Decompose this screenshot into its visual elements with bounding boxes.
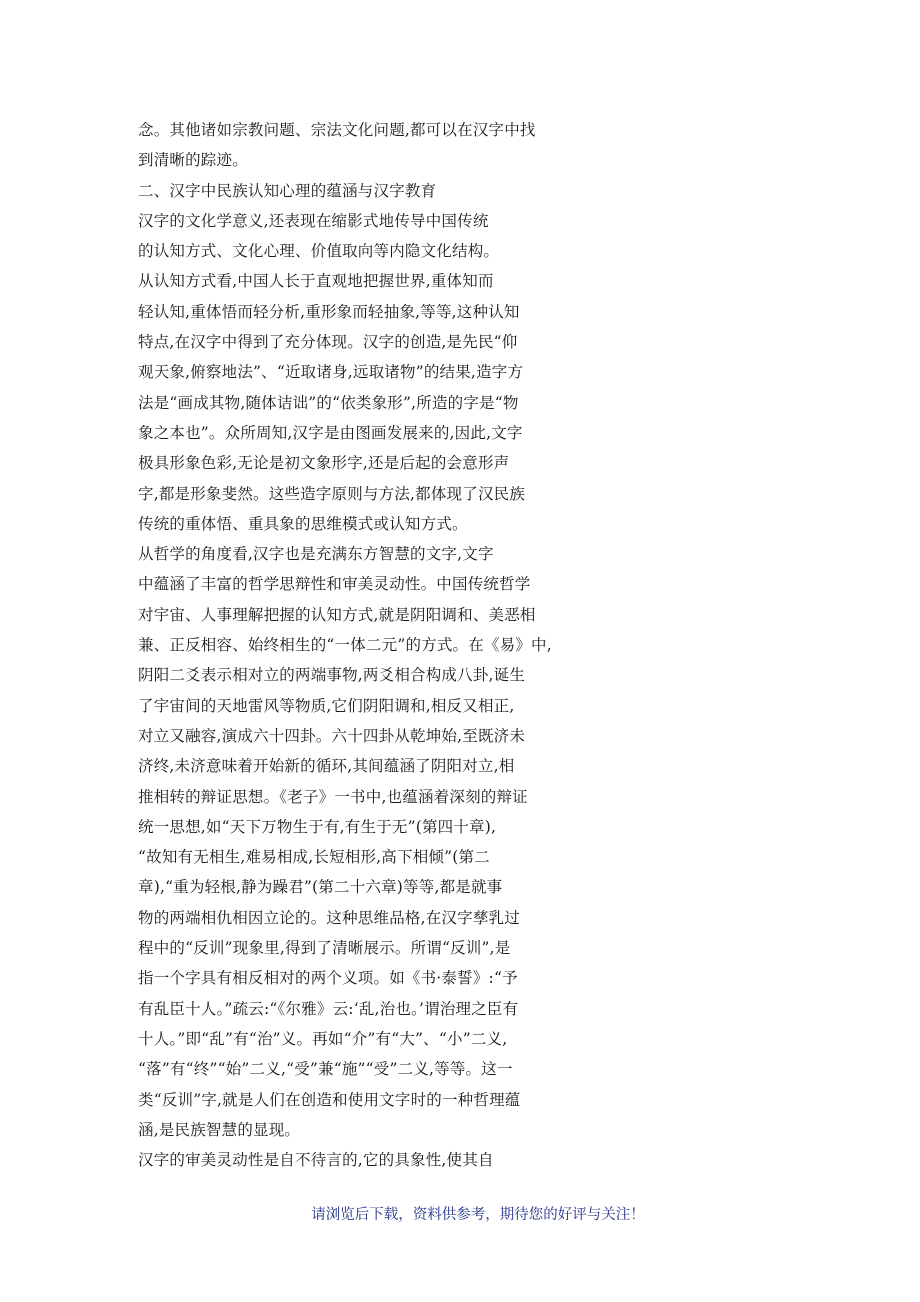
- text-line: 了宇宙间的天地雷风等物质,它们阴阳调和,相反又相正,: [138, 696, 515, 715]
- text-line: 到清晰的踪迹。: [138, 151, 248, 170]
- text-line: 象之本也”。众所周知,汉字是由图画发展来的,因此,文字: [138, 423, 523, 442]
- text-line: 汉字的审美灵动性是自不待言的,它的具象性,使其自: [138, 1151, 494, 1170]
- text-line: 从哲学的角度看,汉字也是充满东方智慧的文字,文字: [138, 545, 494, 564]
- text-line: 涵,是民族智慧的显现。: [138, 1120, 301, 1139]
- text-line: 济终,未济意味着开始新的循环,其间蕴涵了阴阳对立,相: [138, 757, 515, 776]
- text-line: 轻认知,重体悟而轻分析,重形象而轻抽象,等等,这种认知: [138, 302, 520, 321]
- text-line: “落”有“终”“始”二义,“受”兼“施”“受”二义,等等。这一: [138, 1060, 513, 1079]
- text-line: 的认知方式、文化心理、价值取向等内隐文化结构。: [138, 242, 500, 261]
- text-line: 汉字的文化学意义,还表现在缩影式地传导中国传统: [138, 211, 489, 230]
- text-line: 推相转的辩证思想。《老子》一书中,也蕴涵着深刻的辩证: [138, 787, 528, 806]
- text-line: 程中的“反训”现象里,得到了清晰展示。所谓“反训”,是: [138, 939, 511, 958]
- text-line: 从认知方式看,中国人长于直观地把握世界,重体知而: [138, 272, 494, 291]
- text-line: 十人。”即“乱”有“治”义。再如“介”有“大”、“小”二义,: [138, 1029, 508, 1048]
- text-line: 念。其他诸如宗教问题、宗法文化问题,都可以在汉字中找: [138, 121, 536, 139]
- text-line: 章),“重为轻根,静为躁君”(第二十六章)等等,都是就事: [138, 878, 503, 897]
- text-line: 阴阳二爻表示相对立的两端事物,两爻相合构成八卦,诞生: [138, 666, 526, 685]
- text-line: 观天象,俯察地法”、“近取诸身,远取诸物”的结果,造字方: [138, 363, 524, 382]
- text-line: 物的两端相仇相因立论的。这种思维品格,在汉字孳乳过: [138, 908, 520, 927]
- text-line: 对立又融容,演成六十四卦。六十四卦从乾坤始,至既济未: [138, 726, 526, 745]
- text-line: 统一思想,如“天下万物生于有,有生于无”(第四十章),: [138, 817, 497, 836]
- text-line: 有乱臣十人。”疏云:“《尔雅》云:‘乱,治也。’谓治理之臣有: [138, 999, 519, 1018]
- text-line: 特点,在汉字中得到了充分体现。汉字的创造,是先民“仰: [138, 333, 518, 352]
- text-line: 兼、正反相容、始终相生的“一体二元”的方式。在《易》中,: [138, 636, 552, 655]
- document-body: [138, 115, 578, 1175]
- text-line: 极具形象色彩,无论是初文象形字,还是后起的会意形声: [138, 454, 510, 473]
- text-line: 传统的重体悟、重具象的思维模式或认知方式。: [138, 514, 468, 533]
- section-heading: 二、汉字中民族认知心理的蕴涵与汉字教育: [138, 181, 437, 200]
- text-line: 对宇宙、人事理解把握的认知方式,就是阴阳调和、美恶相: [138, 605, 536, 624]
- text-line: “故知有无相生,难易相成,长短相形,高下相倾”(第二: [138, 848, 490, 867]
- text-line: 类“反训”字,就是人们在创造和使用文字时的一种哲理蕴: [138, 1090, 521, 1109]
- text-line: 法是“画成其物,随体诘诎”的“依类象形”,所造的字是“物: [138, 393, 519, 412]
- footer-note: 请浏览后下载，资料供参考，期待您的好评与关注！: [311, 1207, 645, 1223]
- text-line: 中蕴涵了丰富的哲学思辩性和审美灵动性。中国传统哲学: [138, 575, 531, 594]
- text-line: 指一个字具有相反相对的两个义项。如《书·泰誓》:“予: [138, 969, 518, 988]
- text-line: 字,都是形象斐然。这些造字原则与方法,都体现了汉民族: [138, 484, 526, 503]
